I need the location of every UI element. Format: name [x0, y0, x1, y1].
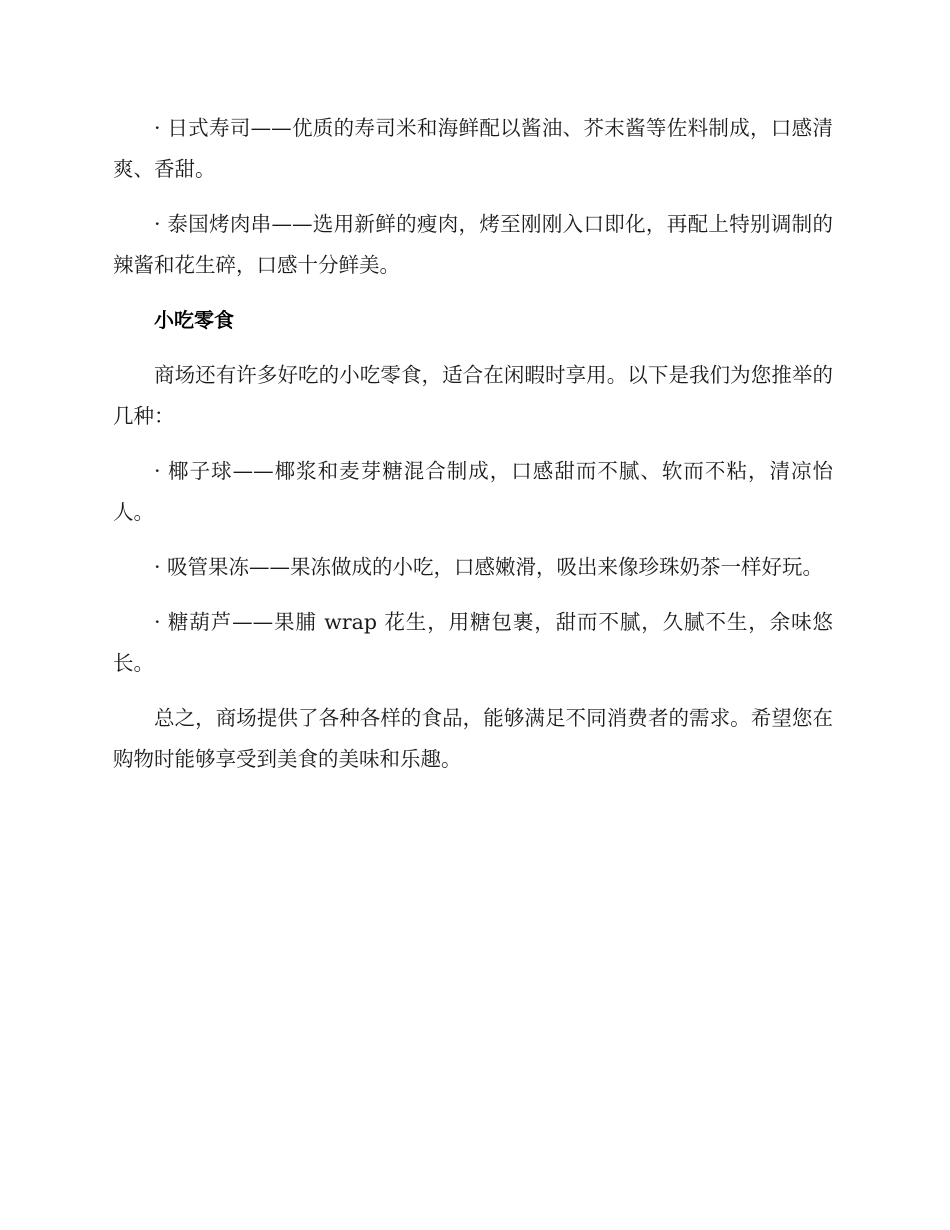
bullet-straw-jelly: · 吸管果冻——果冻做成的小吃，口感嫩滑，吸出来像珍珠奶茶一样好玩。	[154, 555, 824, 579]
bullet-coconut-balls: · 椰子球——椰浆和麦芽糖混合制成，口感甜而不腻、软而不粘，清凉怡人。	[113, 459, 833, 524]
snacks-intro-paragraph: 商场还有许多好吃的小吃零食，适合在闲暇时享用。以下是我们为您推举的几种：	[113, 363, 833, 428]
conclusion-paragraph: 总之，商场提供了各种各样的食品，能够满足不同消费者的需求。希望您在购物时能够享受到美食的美味和乐趣。	[113, 706, 833, 771]
document-body	[113, 108, 833, 794]
bullet-japanese-sushi: · 日式寿司——优质的寿司米和海鲜配以酱油、芥末酱等佐料制成，口感清爽、香甜。	[113, 116, 833, 181]
bullet-thai-skewers: · 泰国烤肉串——选用新鲜的瘦肉，烤至刚刚入口即化，再配上特别调制的辣酱和花生碎，口感十分鲜美。	[113, 212, 833, 277]
bullet-tanghulu: · 糖葫芦——果脯 wrap 花生，用糖包裹，甜而不腻，久腻不生，余味悠长。	[113, 610, 833, 675]
section-heading-snacks: 小吃零食	[154, 308, 234, 332]
